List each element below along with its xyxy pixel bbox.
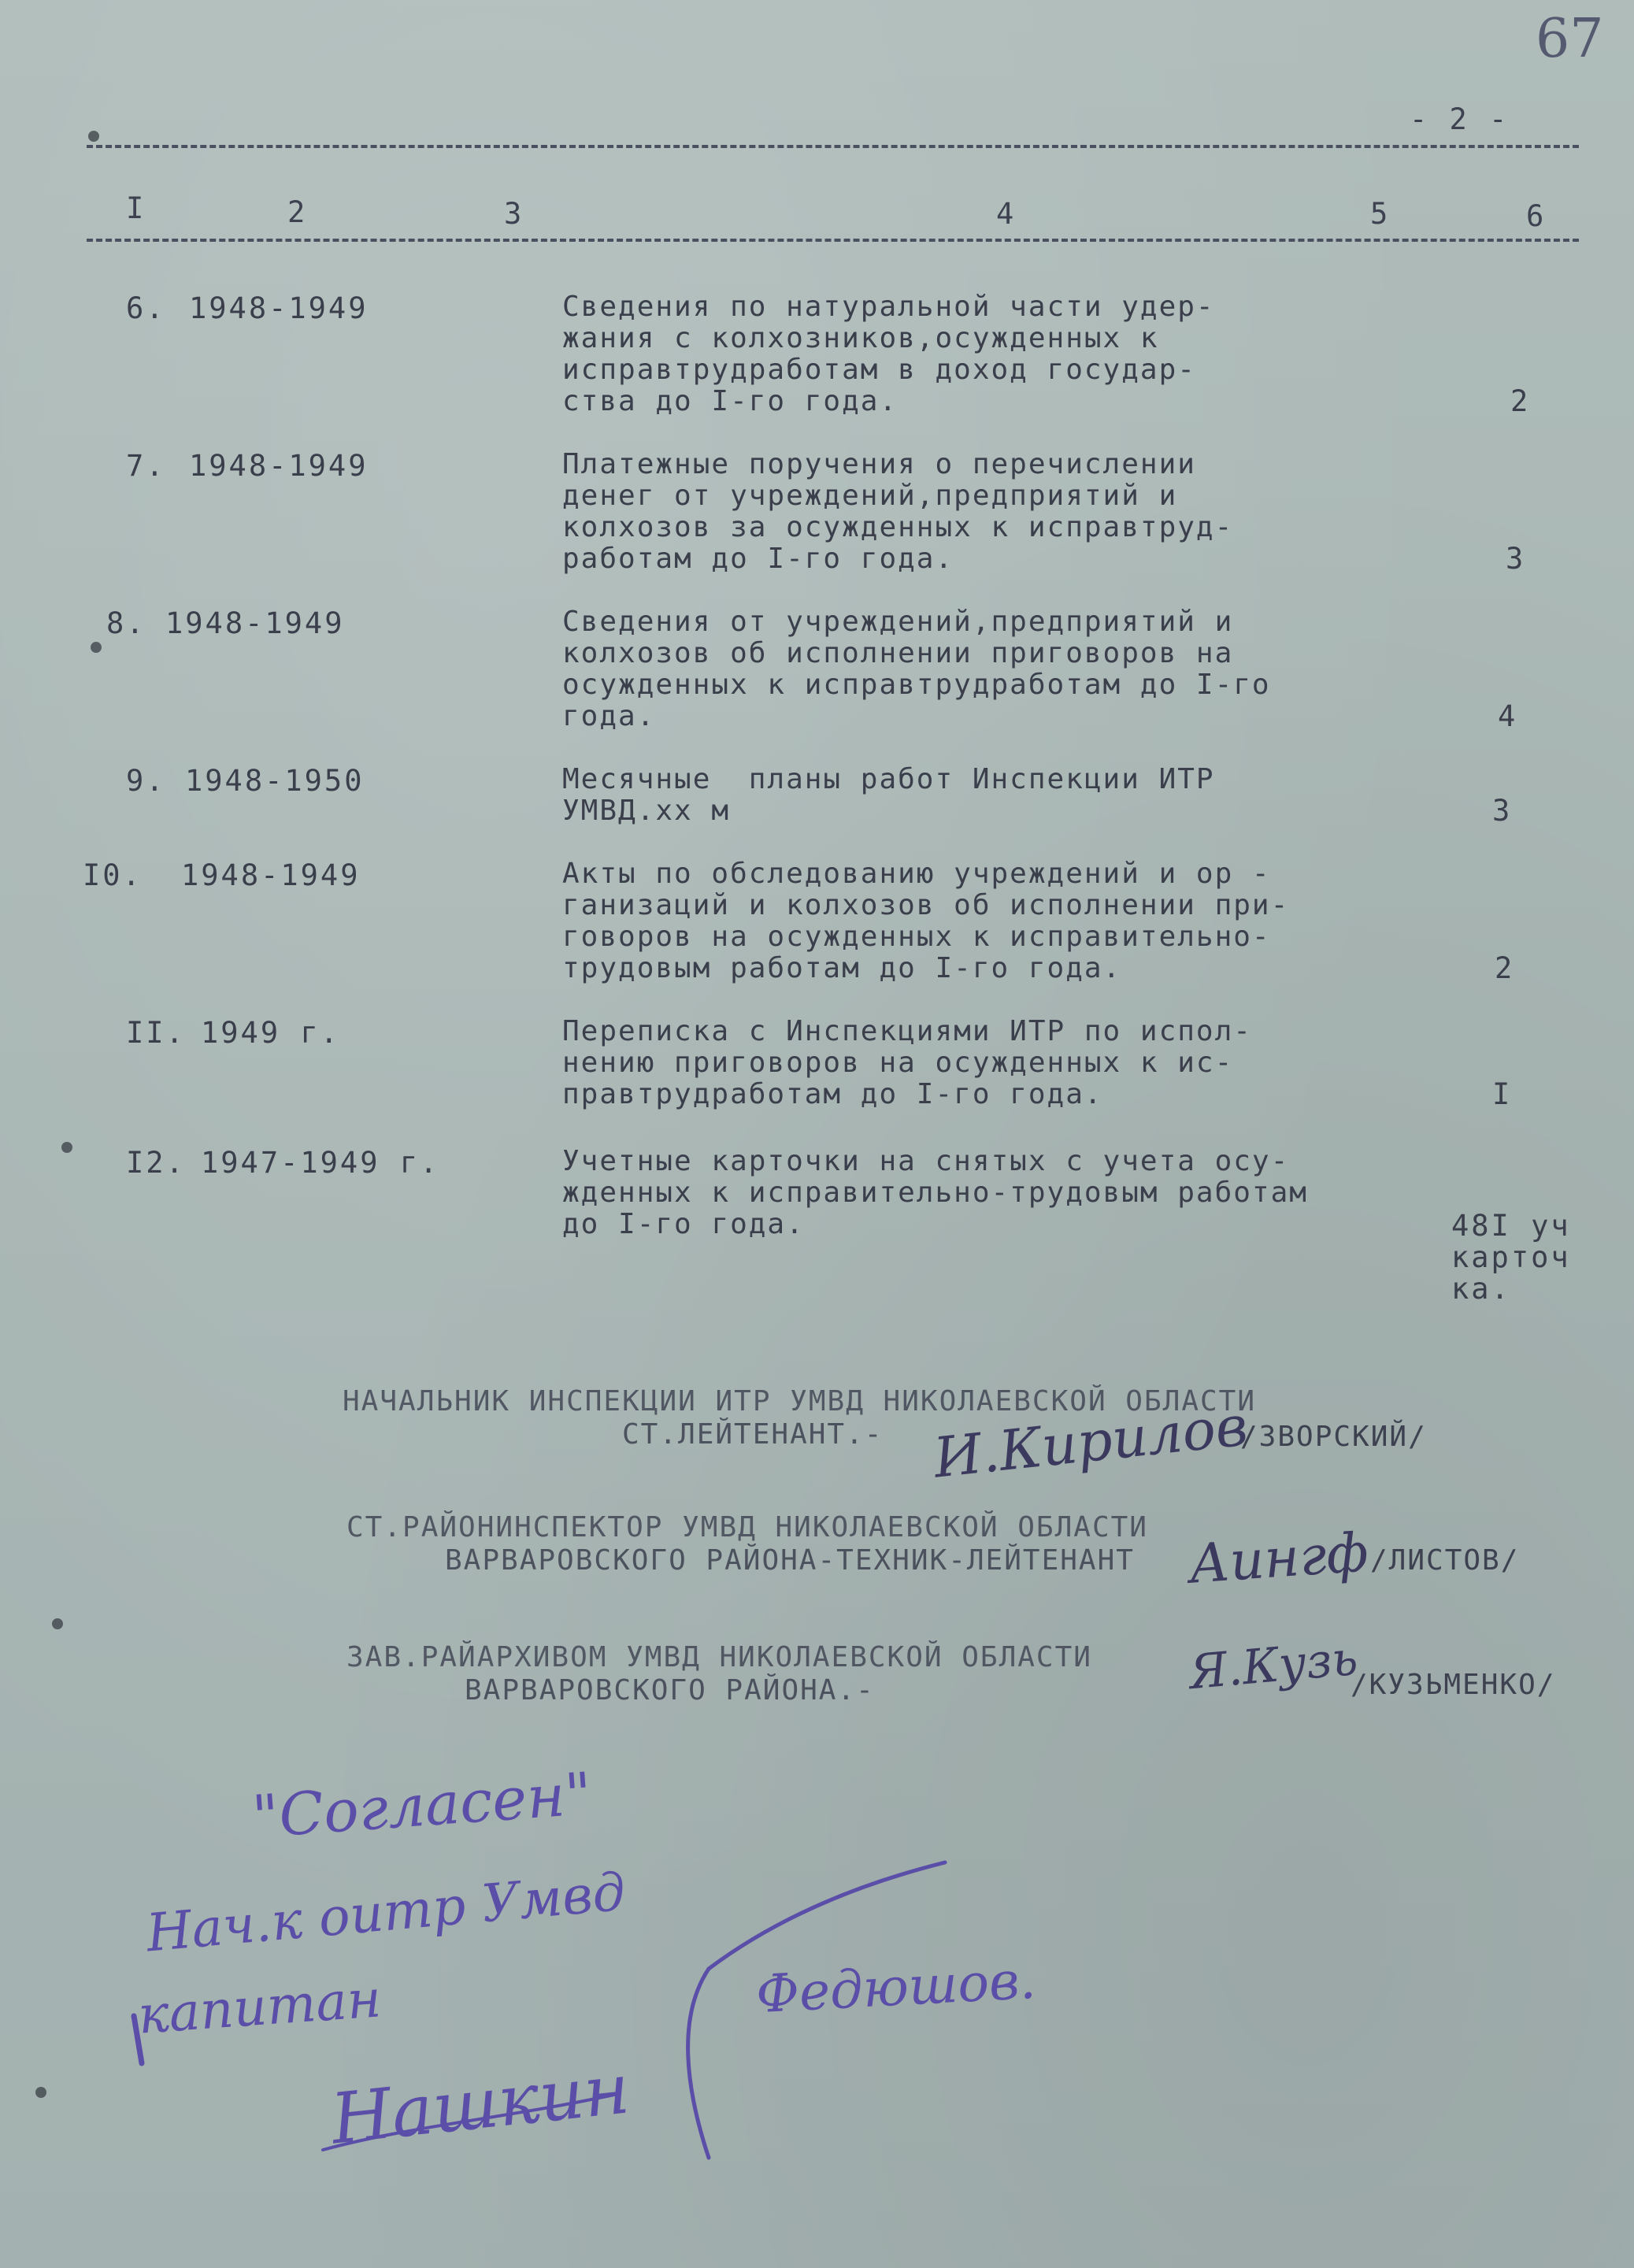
description-line: трудовым работам до I-го года. [562,952,1122,984]
description-line: денег от учреждений,предприятий и [562,480,1178,512]
entry-number: I0. [83,858,143,892]
description-line: Платежные поручения о перечислении [562,448,1196,480]
archive-folio-number: 67 [1536,8,1604,70]
description-line: нению приговоров на осужденных к ис- [562,1047,1234,1079]
column-number-1: I [126,191,146,225]
column-number-2: 2 [287,195,308,229]
description-line: Сведения по натуральной части удер- [562,291,1215,323]
approval-position: Нач.к оитр Умвд [143,1861,628,1964]
description-line: года. [562,700,656,732]
description-line: работам до I-го года. [562,543,954,575]
signatory-rank: СТ.ЛЕЙТЕНАНТ.- [622,1418,884,1451]
column-number-4: 4 [996,197,1017,231]
page-number: - 2 - [1410,102,1510,136]
approval-surname: Федюшов. [754,1949,1038,2025]
signature-3: Я.Кузь [1187,1630,1360,1701]
entry-count: 2 [1495,951,1515,985]
entry-count: 48I уч [1451,1209,1571,1243]
approval-agreed: "Согласен" [250,1760,595,1851]
entry-count: 3 [1506,542,1526,576]
description-line: жания с колхозников,осужденных к [562,322,1159,354]
entry-number: I2. [126,1146,186,1180]
entry-number: 7. [126,449,166,483]
approval-rank: капитан [135,1968,383,2046]
signatory-name: /КУЗЬМЕНКО/ [1351,1669,1556,1701]
description-line: осужденных к исправтрудработам до I-го [562,669,1271,701]
signatory-name: /ЛИСТОВ/ [1370,1544,1520,1577]
entry-number: 9. [126,764,166,798]
description-line: колхозов за осужденных к исправтруд- [562,511,1234,543]
entry-number: 8. [106,606,146,640]
entry-years: 1948-1949 [189,449,369,483]
description-line: ства до I-го года. [562,385,899,417]
description-line: Сведения от учреждений,предприятий и [562,606,1234,638]
entry-count: ка. [1451,1272,1511,1306]
punch-hole [88,131,99,142]
signatory-title: НАЧАЛЬНИК ИНСПЕКЦИИ ИТР УМВД НИКОЛАЕВСКОЙ ОБЛАСТИ [343,1385,1257,1418]
column-number-5: 5 [1370,197,1391,231]
entry-count: 2 [1510,384,1531,418]
description-line: УМВД.хх м [562,795,731,827]
punch-hole [52,1618,63,1629]
entry-count: карточ [1451,1240,1571,1274]
entry-count: I [1492,1077,1513,1111]
description-line: правтрудработам до I-го года. [562,1078,1103,1110]
entry-years: 1949 г. [201,1016,340,1050]
column-number-3: 3 [504,197,524,231]
description-line: Учетные карточки на снятых с учета осу- [562,1145,1290,1177]
signature-1: И.Кирилов [930,1393,1251,1491]
signatory-rank: ВАРВАРОВСКОГО РАЙОНА-ТЕХНИК-ЛЕЙТЕНАНТ [445,1544,1135,1577]
entry-years: 1948-1949 [165,606,345,640]
signatory-rank: ВАРВАРОВСКОГО РАЙОНА.- [465,1674,875,1707]
entry-years: 1948-1949 [189,291,369,325]
entry-count: 3 [1492,794,1513,828]
column-number-6: 6 [1526,199,1547,233]
approval-signature: Нашкин [327,2048,634,2160]
description-line: говоров на осужденных к исправительно- [562,921,1271,953]
punch-hole [35,2087,46,2098]
description-line: Акты по обследованию учреждений и ор - [562,858,1271,890]
signatory-title: ЗАВ.РАЙАРХИВОМ УМВД НИКОЛАЕВСКОЙ ОБЛАСТИ [346,1641,1092,1673]
description-line: до I-го года. [562,1208,805,1240]
punch-hole [91,642,102,653]
entry-number: 6. [126,291,166,325]
signatory-name: /ЗВОРСКИЙ/ [1240,1421,1427,1453]
entry-years: 1948-1949 [181,858,361,892]
punch-hole [61,1142,72,1153]
description-line: колхозов об исполнении приговоров на [562,637,1234,669]
entry-number: II. [126,1016,186,1050]
description-line: жденных к исправительно-трудовым работам [562,1177,1308,1209]
description-line: Месячные планы работ Инспекции ИТР [562,763,1215,795]
signature-2: Аингф [1187,1521,1371,1596]
description-line: Переписка с Инспекциями ИТР по испол- [562,1015,1252,1047]
entry-years: 1948-1950 [185,764,365,798]
entry-years: 1947-1949 г. [201,1146,440,1180]
signatory-title: СТ.РАЙОНИНСПЕКТОР УМВД НИКОЛАЕВСКОЙ ОБЛАСТИ [346,1511,1148,1544]
entry-count: 4 [1498,699,1518,733]
description-line: исправтрудработам в доход государ- [562,354,1196,386]
description-line: ганизаций и колхозов об исполнении при- [562,889,1290,921]
